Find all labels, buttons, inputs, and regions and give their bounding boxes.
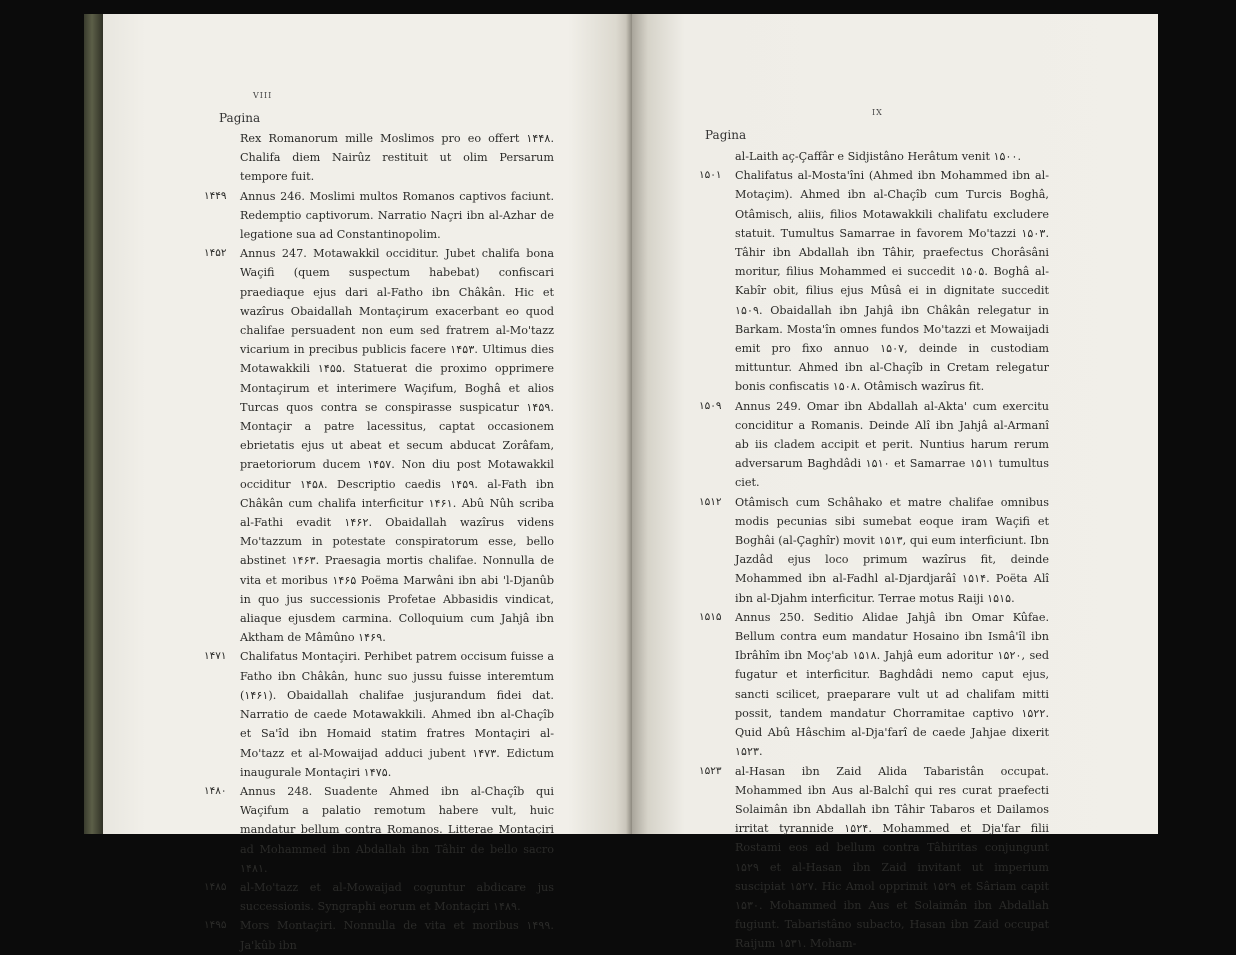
entry-text: Annus 249. Omar ibn Abdallah al-Akta' cum exercitu conciditur a Romanis. Deinde Alî ibn Jahjâ al-Armanî ab iis cladem accipit et perit. Nuntius harum rerum adversarum Baghdâdi ۱۵۱۰ et Samarrae ۱۵۱۱ tumultus ciet.: [735, 399, 1049, 490]
pagina-label: Pagina: [219, 111, 261, 125]
page-number: ۱۴۸۵: [204, 880, 227, 893]
running-head: IX: [872, 108, 883, 117]
list-item: [699, 397, 1049, 493]
entry-text: Otâmisch cum Schâhako et matre chalifae omnibus modis pecunias sibi sumebat eoque iram Waçifi et Boghâi (al-Çaghîr) movit ۱۵۱۳, qui eum interficiunt. Ibn Jazdâd ejus loco primum wazîrus fit, deinde Mohammed ibn al-Fadhl al-Djardjarâî ۱۵۱۴. Poëta Alî ibn al-Djahm interficitur. Terrae motus Raiji ۱۵۱۵.: [735, 495, 1049, 605]
list-item: [699, 608, 1049, 762]
entry-list: [699, 147, 1049, 954]
entry-text: al-Mo'tazz et al-Mowaijad coguntur abdicare jus successionis. Syngraphi eorum et Montaçiri ۱۴۸۹.: [240, 880, 554, 914]
list-item: [204, 187, 554, 245]
page-number: ۱۴۹۵: [204, 919, 227, 932]
page-number: ۱۴۵۲: [204, 247, 227, 260]
entry-text: al-Laith aç-Çaffâr e Sidjistâno Herâtum venit ۱۵۰۰.: [735, 150, 1022, 163]
list-item: [204, 878, 554, 916]
page-number: ۱۵۱۵: [699, 610, 722, 623]
entry-text: Annus 246. Moslimi multos Romanos captivos faciunt. Redemptio captivorum. Narratio Naçri ibn al-Azhar de legatione sua ad Constantinopolim.: [240, 189, 554, 242]
list-item: [735, 147, 1049, 166]
book-cover-edge: [84, 14, 104, 834]
list-item: [204, 647, 554, 781]
entry-text: Annus 250. Seditio Alidae Jahjâ ibn Omar Kûfae. Bellum contra eum mandatur Hosaino ibn Ismâ'îl ibn Ibrâhîm ibn Moç'ab ۱۵۱۸. Jahjâ eum adoritur ۱۵۲۰, sed fugatur et interficitur. Baghdâdi nemo caput ejus, sancti scilicet, praeparare vult ut ad chalifam mitti possit, tandem mandatur Chorramitae captivo ۱۵۲۲. Quid Abû Hâschim al-Dja'farî de caede Jahjae dixerit ۱۵۲۳.: [735, 610, 1049, 759]
page-number: ۱۵۰۱: [699, 169, 722, 182]
entry-text: Rex Romanorum mille Moslimos pro eo offert ۱۴۴۸. Chalifa diem Nairûz restituit ut olim Persarum tempore fuit.: [240, 132, 554, 184]
pagina-label: Pagina: [705, 128, 747, 142]
page-number: ۱۵۰۹: [699, 399, 722, 412]
list-item: [204, 244, 554, 647]
entry-text: Chalifatus al-Mosta'îni (Ahmed ibn Mohammed ibn al-Motaçim). Ahmed ibn al-Chaçîb cum Turcis Boghâ, Otâmisch, aliis, filios Motawakkili chalifatu excludere statuit. Tumultus Samarrae in favorem Mo'tazzi ۱۵۰۳. Tâhir ibn Abdallah ibn Tâhir, praefectus Chorâsâni moritur, filius Mohammed ei succedit ۱۵۰۵. Boghâ al-Kabîr obit, filius ejus Mûsâ ei in dignitate succedit ۱۵۰۹. Obaidallah ibn Jahjâ ibn Châkân relegatur in Barkam. Mosta'în omnes fundos Mo'tazzi et Mowaijadi emit pro fixo annuo ۱۵۰۷, deinde in custodiam mittuntur. Ahmed ibn al-Chaçîb in Cretam relegatur bonis confiscatis ۱۵۰۸. Otâmisch wazîrus fit.: [735, 169, 1049, 394]
page-number: ۱۵۱۲: [699, 495, 722, 508]
page-number: ۱۴۴۹: [204, 189, 227, 202]
page-number: ۱۴۷۱: [204, 650, 227, 663]
list-item: [699, 762, 1049, 954]
list-item: [699, 166, 1049, 396]
running-head: VIII: [253, 91, 273, 100]
right-page: [632, 14, 1158, 951]
list-item: [204, 916, 554, 954]
entry-list: [204, 129, 554, 955]
page-number: ۱۵۲۳: [699, 764, 722, 777]
entry-text: al-Hasan ibn Zaid Alida Tabaristân occupat. Mohammed ibn Aus al-Balchî qui res curat praefecti Solaimân ibn Abdallah ibn Tâhir Tabaros et Dailamos irritat tyrannide ۱۵۲۴. Mohammed et Dja'far filii Rostami eos ad bellum contra Tâhiritas conjungunt ۱۵۲۹ et al-Hasan ibn Zaid invitant ut imperium suscipiat ۱۵۲۷. Hic Amol opprimit ۱۵۲۹ et Sâriam capit ۱۵۳۰. Mohammed ibn Aus et Solaimân ibn Abdallah fugiunt. Tabaristâno subacto, Hasan ibn Zaid occupat Raijum ۱۵۳۱. Moham-: [735, 764, 1049, 951]
page-number: ۱۴۸۰: [204, 784, 227, 797]
entry-text: Annus 248. Suadente Ahmed ibn al-Chaçîb qui Waçifum a palatio remotum habere vult, huic mandatur bellum contra Romanos. Litterae Montaçiri ad Mohammed ibn Abdallah ibn Tâhir de bello sacro ۱۴۸۱.: [240, 784, 554, 875]
left-page: [103, 14, 632, 952]
entry-text: Mors Montaçiri. Nonnulla de vita et moribus ۱۴۹۹. Ja'kûb ibn: [240, 919, 554, 952]
entry-text: Annus 247. Motawakkil occiditur. Jubet chalifa bona Waçifi (quem suspectum habebat) confiscari praediaque ejus dari al-Fatho ibn Châkân. Hic et wazîrus Obaidallah Montaçirum exacerbant eo quod chalifae persuadent non eum sed fratrem al-Mo'tazz vicarium in precibus publicis facere ۱۴۵۳. Ultimus dies Motawakkili ۱۴۵۵. Statuerat die proximo opprimere Montaçirum et interimere Waçifum, Boghâ et alios Turcas quos contra se conspirasse suspicatur ۱۴۵۹. Montaçir a patre lacessitus, captat occasionem ebrietatis ejus ut abeat et secum abducat Zorâfam, praetoriorum ducem ۱۴۵۷. Non diu post Motawakkil occiditur ۱۴۵۸. Descriptio caedis ۱۴۵۹. al-Fath ibn Châkân cum chalifa interficitur ۱۴۶۱. Abû Nûh scriba al-Fathi evadit ۱۴۶۲. Obaidallah wazîrus videns Mo'tazzum in potestate conspiratorum esse, bello abstinet ۱۴۶۳. Praesagia mortis chalifae. Nonnulla de vita et moribus ۱۴۶۵ Poëma Marwâni ibn abi 'l-Djanûb in quo jus successionis Profetae Abbasidis vindicat, aliaque ejusdem carmina. Colloquium cum Jahjâ ibn Aktham de Mâmûno ۱۴۶۹.: [240, 247, 554, 645]
entry-text: Chalifatus Montaçiri. Perhibet patrem occisum fuisse a Fatho ibn Châkân, hunc suo jussu fuisse interemtum (۱۴۶۱). Obaidallah chalifae jusjurandum fidei dat. Narratio de caede Motawakkili. Ahmed ibn al-Chaçîb et Sa'îd ibn Homaid statim fratres Montaçiri al-Mo'tazz et al-Mowaijad adduci jubent ۱۴۷۳. Edictum inaugurale Montaçiri ۱۴۷۵.: [240, 650, 554, 779]
list-item: [240, 129, 554, 187]
list-item: [204, 782, 554, 878]
list-item: [699, 493, 1049, 608]
